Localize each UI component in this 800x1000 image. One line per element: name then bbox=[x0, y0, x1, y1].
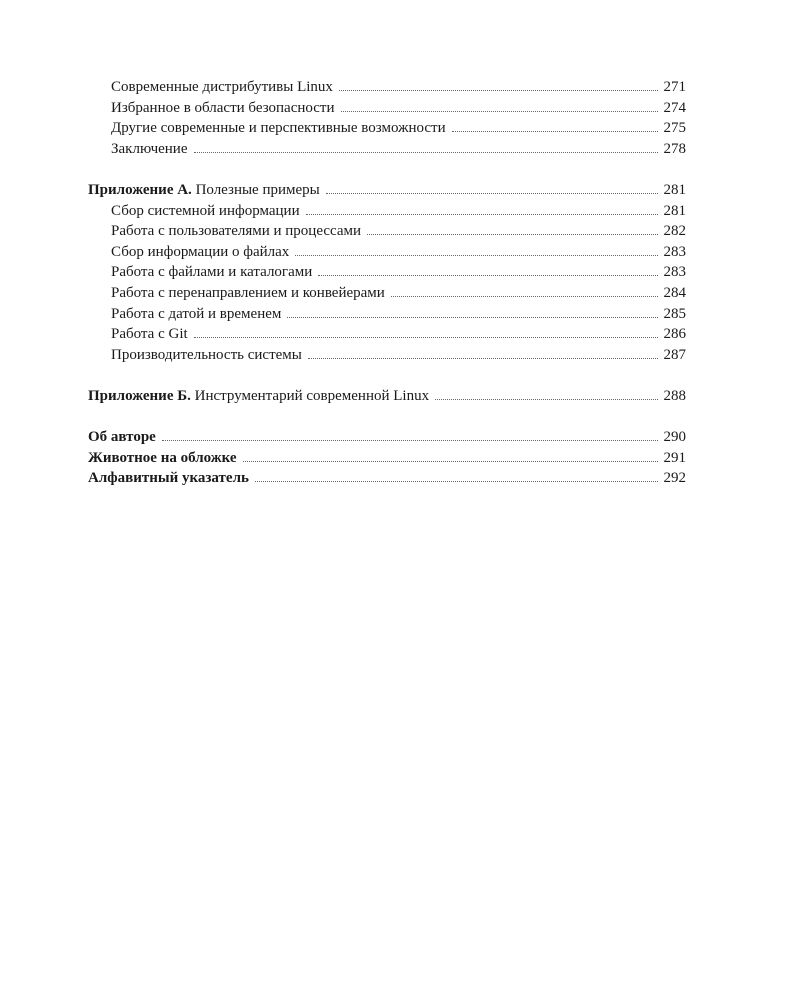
toc-entry-title: Алфавитный указатель bbox=[88, 470, 249, 487]
toc-entry-page: 288 bbox=[663, 387, 686, 404]
toc-entry-page: 278 bbox=[663, 140, 686, 157]
toc-entry-page: 284 bbox=[663, 284, 686, 301]
dot-leader bbox=[341, 111, 658, 112]
dot-leader bbox=[318, 275, 657, 276]
toc-entry[interactable] bbox=[88, 324, 686, 345]
toc-entry-page: 292 bbox=[663, 470, 686, 487]
toc-entry-page: 286 bbox=[663, 326, 686, 343]
toc-entry-page: 274 bbox=[663, 99, 686, 116]
toc-entry[interactable] bbox=[88, 77, 686, 98]
toc-entry-title: Современные дистрибутивы Linux bbox=[111, 79, 333, 95]
toc-entry[interactable] bbox=[88, 98, 686, 119]
appendix-label: Приложение А. bbox=[88, 181, 192, 198]
toc-entry[interactable] bbox=[88, 304, 686, 325]
toc-entry-title bbox=[88, 180, 326, 201]
toc-entry-appendix-a[interactable] bbox=[88, 180, 686, 201]
table-of-contents bbox=[88, 77, 686, 489]
toc-entry-title: Об авторе bbox=[88, 429, 156, 446]
dot-leader bbox=[306, 214, 658, 215]
dot-leader bbox=[162, 440, 658, 441]
toc-entry[interactable] bbox=[88, 242, 686, 263]
toc-entry-title: Сбор информации о файлах bbox=[111, 243, 290, 260]
toc-entry-page: 275 bbox=[663, 120, 686, 137]
toc-entry-page: 291 bbox=[663, 449, 686, 466]
dot-leader bbox=[326, 193, 658, 194]
toc-entry-page: 285 bbox=[663, 305, 686, 322]
toc-entry-title: Работа с датой и временем bbox=[111, 305, 282, 322]
toc-entry-title: Другие современные и перспективные возможности bbox=[111, 120, 446, 137]
dot-leader bbox=[255, 481, 658, 482]
toc-entry-page: 283 bbox=[663, 243, 686, 260]
toc-entry-about-author[interactable] bbox=[88, 427, 686, 448]
dot-leader bbox=[435, 399, 657, 400]
toc-entry-title: Заключение bbox=[111, 140, 188, 157]
toc-entry[interactable] bbox=[88, 345, 686, 366]
dot-leader bbox=[367, 234, 657, 235]
toc-entry-title: Сбор системной информации bbox=[111, 202, 300, 219]
toc-entry-cover-animal[interactable] bbox=[88, 448, 686, 469]
dot-leader bbox=[287, 317, 657, 318]
toc-entry-appendix-b[interactable] bbox=[88, 386, 686, 407]
toc-entry[interactable] bbox=[88, 283, 686, 304]
toc-entry[interactable] bbox=[88, 221, 686, 242]
toc-entry-title: Работа с пользователями и процессами bbox=[111, 223, 362, 240]
dot-leader bbox=[391, 296, 658, 297]
toc-entry[interactable] bbox=[88, 139, 686, 160]
appendix-title: Полезные примеры bbox=[191, 181, 320, 198]
toc-entry-title: Животное на обложке bbox=[88, 449, 237, 466]
toc-block-appendix-b bbox=[88, 386, 686, 407]
toc-entry[interactable] bbox=[88, 118, 686, 139]
dot-leader bbox=[295, 255, 657, 256]
appendix-label: Приложение Б. bbox=[88, 387, 191, 404]
toc-entry[interactable] bbox=[88, 262, 686, 283]
toc-entry-title: Работа с перенаправлением и конвейерами bbox=[111, 284, 385, 301]
toc-entry-page: 281 bbox=[663, 202, 686, 219]
toc-block-back-matter bbox=[88, 427, 686, 489]
dot-leader bbox=[194, 337, 658, 338]
toc-entry-page: 281 bbox=[663, 181, 686, 198]
toc-entry-page: 283 bbox=[663, 264, 686, 281]
toc-entry-page: 282 bbox=[663, 223, 686, 240]
dot-leader bbox=[194, 152, 658, 153]
toc-entry-title: Работа с файлами и каталогами bbox=[111, 264, 313, 281]
toc-block-chapter bbox=[88, 77, 686, 159]
toc-entry-title: Производительность системы bbox=[111, 346, 302, 363]
toc-entry-title: Работа с Git bbox=[111, 326, 188, 343]
appendix-title: Инструментарий современной Linux bbox=[190, 387, 430, 404]
dot-leader bbox=[339, 90, 658, 91]
dot-leader bbox=[452, 131, 658, 132]
toc-entry-title bbox=[88, 386, 435, 407]
toc-block-appendix-a bbox=[88, 180, 686, 365]
toc-entry-page: 290 bbox=[663, 429, 686, 446]
toc-entry-title: Избранное в области безопасности bbox=[111, 99, 335, 116]
dot-leader bbox=[308, 358, 658, 359]
toc-entry-page: 271 bbox=[663, 79, 686, 95]
toc-entry-page: 287 bbox=[663, 346, 686, 363]
toc-entry-index[interactable] bbox=[88, 468, 686, 489]
dot-leader bbox=[243, 461, 658, 462]
toc-entry[interactable] bbox=[88, 201, 686, 222]
